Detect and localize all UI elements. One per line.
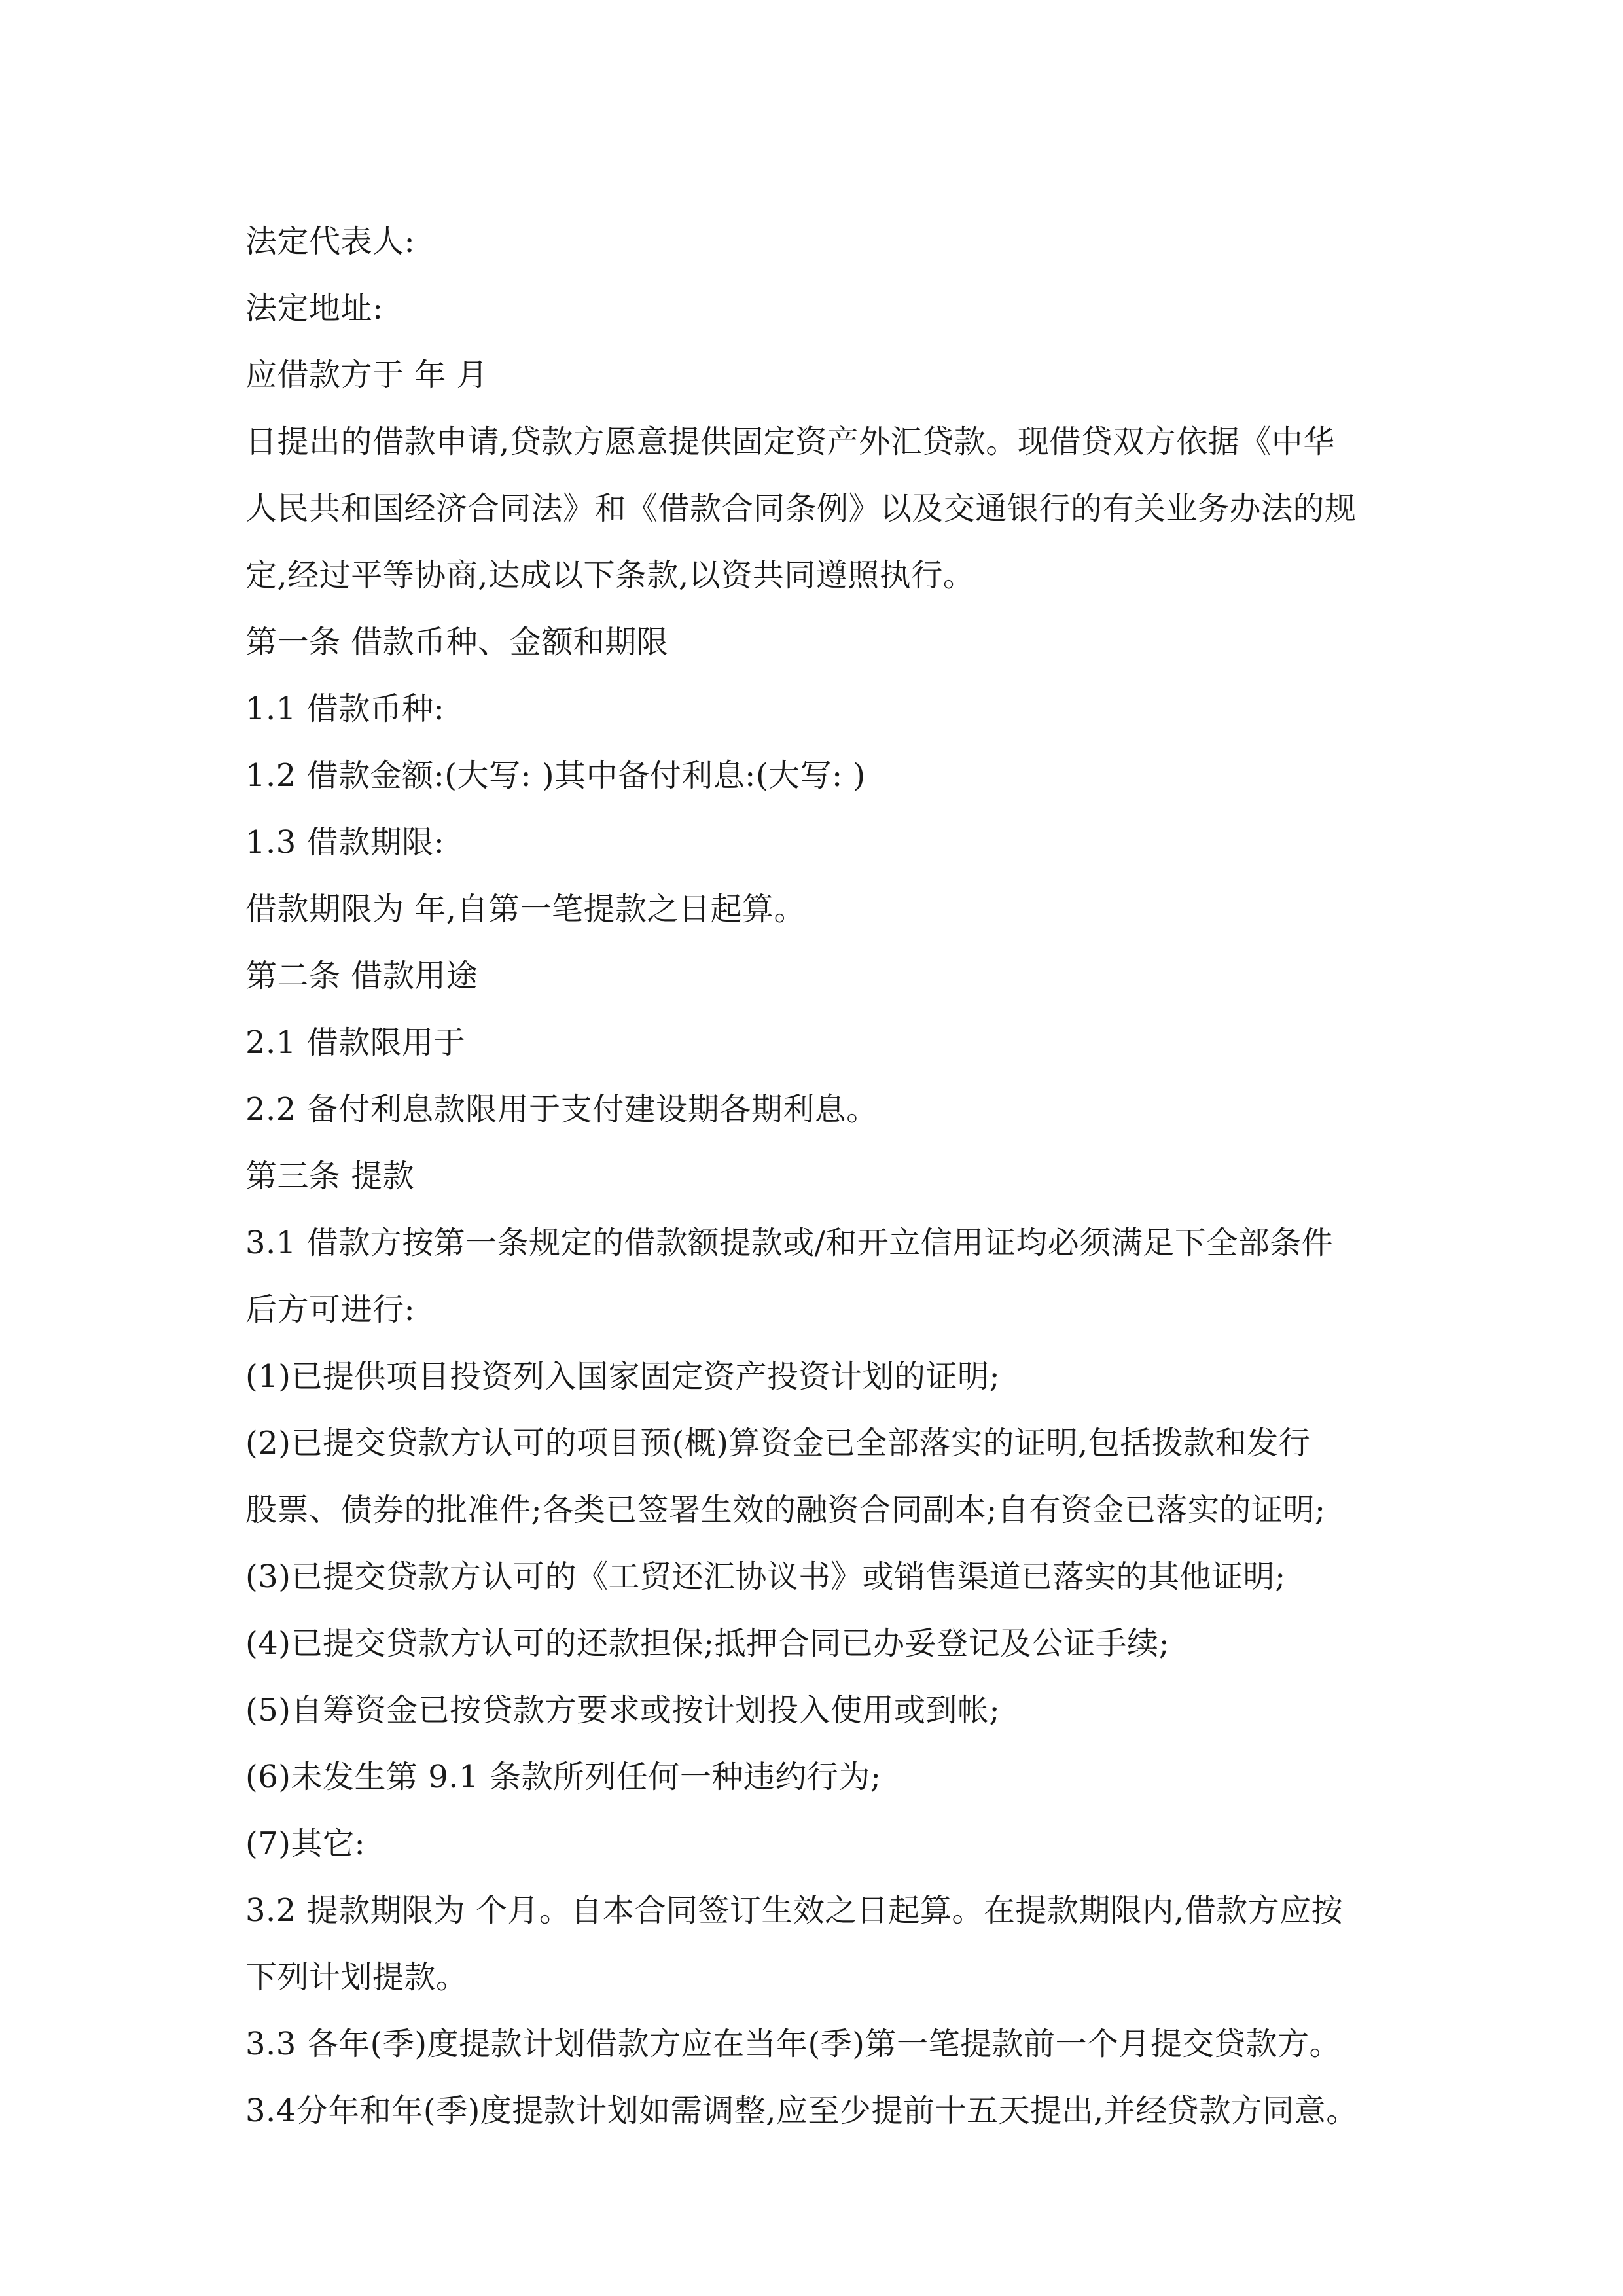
condition-item: (5)自筹资金已按贷款方要求或按计划投入使用或到帐;: [245, 1692, 1001, 1729]
condition-item: (7)其它:: [245, 1825, 366, 1862]
paragraph-line: 借款期限为 年,自第一笔提款之日起算。: [245, 891, 806, 927]
paragraph-line: 后方可进行:: [245, 1291, 416, 1328]
paragraph-line: 人民共和国经济合同法》和《借款合同条例》以及交通银行的有关业务办法的规: [245, 490, 1357, 527]
condition-item: (4)已提交贷款方认可的还款担保;抵押合同已办妥登记及公证手续;: [245, 1625, 1170, 1662]
paragraph-line: 定,经过平等协商,达成以下条款,以资共同遵照执行。: [245, 557, 975, 594]
clause-3-2: 3.2 提款期限为 个月。自本合同签订生效之日起算。在提款期限内,借款方应按: [245, 1892, 1344, 1929]
clause-3-3: 3.3 各年(季)度提款计划借款方应在当年(季)第一笔提款前一个月提交贷款方。: [245, 2026, 1342, 2062]
clause-3-4: 3.4分年和年(季)度提款计划如需调整,应至少提前十五天提出,并经贷款方同意。: [245, 2092, 1358, 2129]
legal-representative-line: 法定代表人:: [245, 223, 416, 260]
clause-1-1: 1.1 借款币种:: [245, 691, 445, 727]
article-2-heading: 第二条 借款用途: [245, 958, 478, 994]
paragraph-line: 应借款方于 年 月: [245, 357, 489, 393]
clause-2-1: 2.1 借款限用于: [245, 1024, 466, 1061]
condition-item: (2)已提交贷款方认可的项目预(概)算资金已全部落实的证明,包括拨款和发行: [245, 1425, 1311, 1462]
clause-3-1: 3.1 借款方按第一条规定的借款额提款或/和开立信用证均必须满足下全部条件: [245, 1225, 1334, 1261]
paragraph-line: 下列计划提款。: [245, 1959, 468, 1996]
condition-item: (3)已提交贷款方认可的《工贸还汇协议书》或销售渠道已落实的其他证明;: [245, 1558, 1286, 1595]
clause-1-2: 1.2 借款金额:(大写: )其中备付利息:(大写: ): [245, 757, 866, 794]
legal-address-line: 法定地址:: [245, 290, 383, 327]
condition-item: (1)已提供项目投资列入国家固定资产投资计划的证明;: [245, 1358, 1001, 1395]
article-3-heading: 第三条 提款: [245, 1158, 415, 1194]
clause-1-3: 1.3 借款期限:: [245, 824, 445, 861]
clause-2-2: 2.2 备付利息款限用于支付建设期各期利息。: [245, 1091, 878, 1128]
paragraph-line: 日提出的借款申请,贷款方愿意提供固定资产外汇贷款。现借贷双方依据《中华: [245, 423, 1335, 460]
document-body: [245, 208, 1417, 2144]
condition-item: (6)未发生第 9.1 条款所列任何一种违约行为;: [245, 1759, 882, 1795]
paragraph-line: 股票、债券的批准件;各类已签署生效的融资合同副本;自有资金已落实的证明;: [245, 1492, 1326, 1528]
article-1-heading: 第一条 借款币种、金额和期限: [245, 624, 669, 660]
